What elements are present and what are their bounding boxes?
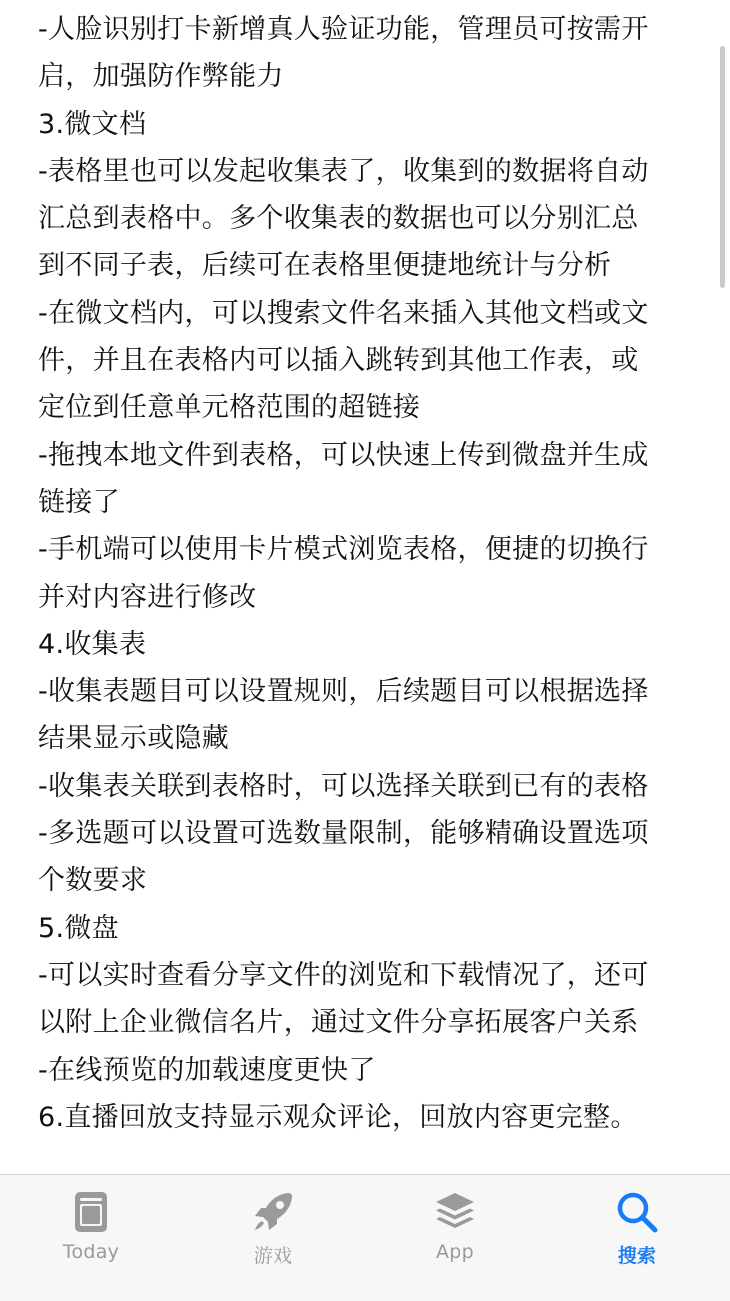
note-line: 件，并且在表格内可以插入跳转到其他工作表，或: [38, 345, 639, 377]
note-line: 以附上企业微信名片，通过文件分享拓展客户关系: [38, 1007, 639, 1039]
tab-bar: [0, 1174, 730, 1301]
tab-label: App: [435, 1241, 475, 1263]
note-line: 5.微盘: [38, 912, 119, 944]
note-line: -人脸识别打卡新增真人验证功能，管理员可按需开: [38, 14, 649, 45]
note-line: 个数要求: [38, 865, 148, 897]
layers-icon: [432, 1189, 478, 1235]
tab-today[interactable]: [0, 1175, 182, 1301]
note-line: 链接了: [38, 486, 120, 518]
tab-label: 游戏: [253, 1245, 293, 1267]
search-icon: [614, 1189, 660, 1235]
tab-app[interactable]: [364, 1175, 546, 1301]
note-line: 启，加强防作弊能力: [38, 61, 284, 93]
note-line: -收集表题目可以设置规则，后续题目可以根据选择: [38, 676, 649, 708]
note-line: -手机端可以使用卡片模式浏览表格，便捷的切换行: [38, 534, 649, 566]
tab-label: Today: [62, 1241, 120, 1263]
note-line: -在微文档内，可以搜索文件名来插入其他文档或文: [38, 297, 649, 329]
note-line: 结果显示或隐藏: [38, 723, 230, 755]
note-line: -拖拽本地文件到表格，可以快速上传到微盘并生成: [38, 439, 649, 471]
note-line: 定位到任意单元格范围的超链接: [38, 392, 421, 424]
note-line: -多选题可以设置可选数量限制，能够精确设置选项: [38, 818, 649, 850]
tab-search[interactable]: [546, 1175, 728, 1301]
note-line: 到不同子表，后续可在表格里便捷地统计与分析: [38, 250, 612, 282]
scrollbar-thumb[interactable]: [720, 46, 725, 288]
note-line: -在线预览的加载速度更快了: [38, 1054, 376, 1086]
tab-games[interactable]: [182, 1175, 364, 1301]
note-line: 4.收集表: [38, 628, 147, 660]
note-line: -收集表关联到表格时，可以选择关联到已有的表格: [38, 770, 649, 802]
note-line: 汇总到表格中。多个收集表的数据也可以分别汇总: [38, 203, 639, 235]
note-line: -可以实时查看分享文件的浏览和下载情况了，还可: [38, 959, 649, 991]
note-line: 并对内容进行修改: [38, 581, 257, 613]
release-notes: [38, 6, 698, 1141]
tab-label: 搜索: [617, 1245, 657, 1267]
today-icon: [68, 1189, 114, 1235]
rocket-icon: [250, 1189, 296, 1235]
note-line: 6.直播回放支持显示观众评论，回放内容更完整。: [38, 1101, 638, 1133]
note-line: -表格里也可以发起收集表了，收集到的数据将自动: [38, 155, 649, 187]
note-line: 3.微文档: [38, 108, 147, 140]
